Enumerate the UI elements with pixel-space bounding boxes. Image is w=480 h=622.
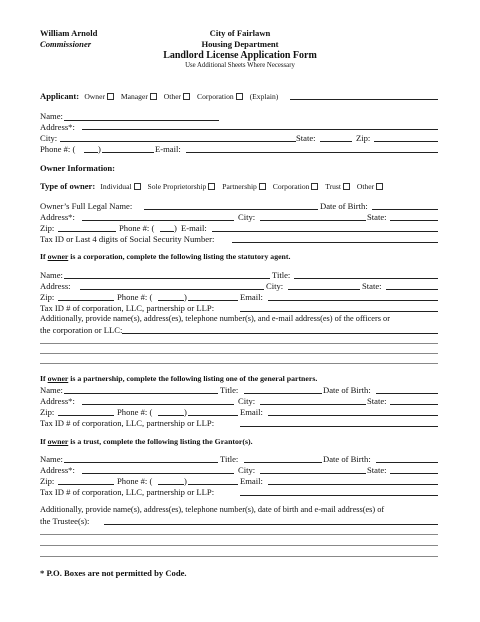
partner-email-label: Email: bbox=[240, 407, 263, 417]
trust-zip-label: Zip: bbox=[40, 476, 55, 486]
trust-email-field[interactable] bbox=[268, 484, 438, 485]
owner-phone-area-code-field[interactable] bbox=[160, 231, 174, 232]
corp-phone-label: Phone #: ( bbox=[117, 292, 153, 302]
applicant-options bbox=[84, 92, 278, 101]
trust-dob-label: Date of Birth: bbox=[323, 454, 371, 464]
owner-state-label: State: bbox=[367, 212, 387, 222]
address-field[interactable] bbox=[82, 129, 438, 130]
trust-phone-label: Phone #: ( bbox=[117, 476, 153, 486]
owner-address-field[interactable] bbox=[82, 220, 234, 221]
trust-phone-area-code-field[interactable] bbox=[158, 484, 184, 485]
name-field[interactable] bbox=[64, 120, 219, 121]
corporation-checkbox[interactable] bbox=[236, 93, 243, 100]
trust-state-field[interactable] bbox=[390, 473, 438, 474]
trust-title-field[interactable] bbox=[244, 462, 322, 463]
corp-additional-line2: the corporation or LLC: bbox=[40, 325, 123, 335]
partner-phone-paren-close: ) bbox=[184, 407, 187, 417]
owner-zip-label: Zip: bbox=[40, 223, 55, 233]
corp-tax-label: Tax ID # of corporation, LLC, partnership or LLP: bbox=[40, 303, 215, 313]
trust-email-label: Email: bbox=[240, 476, 263, 486]
explain-field[interactable] bbox=[290, 99, 438, 100]
trustee-line[interactable] bbox=[40, 556, 438, 557]
corp-officers-line[interactable] bbox=[40, 363, 438, 364]
trust-title-label: Title: bbox=[220, 454, 239, 464]
owner-phone-label: Phone #: ( bbox=[119, 223, 155, 233]
corp-email-label: Email: bbox=[240, 292, 263, 302]
corp-zip-label: Zip: bbox=[40, 292, 55, 302]
corp-tax-field[interactable] bbox=[240, 311, 438, 312]
trust-phone-number-field[interactable] bbox=[188, 484, 238, 485]
commissioner-role: Commissioner bbox=[40, 39, 92, 49]
state-field[interactable] bbox=[320, 141, 352, 142]
owner-type-row bbox=[40, 181, 388, 192]
partner-phone-label: Phone #: ( bbox=[117, 407, 153, 417]
address-label: Address*: bbox=[40, 122, 75, 132]
trust-phone-paren-close: ) bbox=[184, 476, 187, 486]
corp-city-field[interactable] bbox=[288, 289, 360, 290]
owner-type-other[interactable]: Other bbox=[357, 182, 385, 191]
trust-additional-line2: the Trustee(s): bbox=[40, 516, 90, 526]
corp-city-label: City: bbox=[266, 281, 284, 291]
corp-zip-field[interactable] bbox=[58, 300, 114, 301]
partner-tax-label: Tax ID # of corporation, LLC, partnership or LLP: bbox=[40, 418, 215, 428]
owner-type-individual[interactable]: Individual bbox=[100, 182, 142, 191]
owner-type-trust[interactable]: Trust bbox=[325, 182, 352, 191]
trust-city-label: City: bbox=[238, 465, 256, 475]
form-title: Landlord License Application Form bbox=[163, 50, 317, 61]
owner-information-heading: Owner Information: bbox=[40, 163, 116, 173]
trustee-line[interactable] bbox=[40, 545, 438, 546]
owner-type-corporation[interactable]: Corporation bbox=[273, 182, 321, 191]
owner-type-sole-proprietorship[interactable]: Sole Proprietorship bbox=[148, 182, 218, 191]
trust-dob-field[interactable] bbox=[376, 462, 438, 463]
other-type-checkbox[interactable] bbox=[376, 183, 383, 190]
trust-additional-line1: Additionally, provide name(s), address(es), telephone number(s), date of birth and e-mail address(es) of bbox=[40, 505, 385, 514]
partner-name-field[interactable] bbox=[64, 393, 218, 394]
corp-title-field[interactable] bbox=[294, 278, 438, 279]
trust-city-field[interactable] bbox=[260, 473, 366, 474]
partner-name-label: Name: bbox=[40, 385, 63, 395]
applicant-option-manager[interactable]: Manager bbox=[121, 92, 159, 101]
partner-dob-field[interactable] bbox=[376, 393, 438, 394]
name-label: Name: bbox=[40, 111, 63, 121]
trust-checkbox[interactable] bbox=[343, 183, 350, 190]
applicant-row bbox=[40, 91, 278, 102]
trust-name-label: Name: bbox=[40, 454, 63, 464]
department-name: Housing Department bbox=[201, 39, 279, 49]
trust-name-field[interactable] bbox=[64, 462, 218, 463]
corp-name-field[interactable] bbox=[64, 278, 270, 279]
owner-dob-field[interactable] bbox=[372, 209, 438, 210]
partnership-checkbox[interactable] bbox=[259, 183, 266, 190]
explain-label: (Explain) bbox=[249, 92, 279, 101]
corp-phone-paren-close: ) bbox=[184, 292, 187, 302]
partner-city-label: City: bbox=[238, 396, 256, 406]
applicant-option-owner[interactable]: Owner bbox=[84, 92, 116, 101]
corp-officers-field[interactable] bbox=[122, 333, 438, 334]
email-label: E-mail: bbox=[155, 144, 181, 154]
state-label: State: bbox=[296, 133, 316, 143]
email-field[interactable] bbox=[186, 152, 438, 153]
owner-tax-field[interactable] bbox=[232, 242, 438, 243]
corporation-checkbox[interactable] bbox=[311, 183, 318, 190]
owner-phone-paren-close: ) bbox=[174, 223, 177, 233]
partner-email-field[interactable] bbox=[268, 415, 438, 416]
partner-address-field[interactable] bbox=[82, 404, 234, 405]
partner-zip-label: Zip: bbox=[40, 407, 55, 417]
partner-title-field[interactable] bbox=[244, 393, 322, 394]
trustee-field[interactable] bbox=[104, 524, 438, 525]
po-box-note: * P.O. Boxes are not permitted by Code. bbox=[40, 568, 187, 578]
partner-state-field[interactable] bbox=[390, 404, 438, 405]
owner-city-label: City: bbox=[238, 212, 256, 222]
city-field[interactable] bbox=[60, 141, 296, 142]
corp-state-field[interactable] bbox=[386, 289, 438, 290]
form-note: Use Additional Sheets Where Necessary bbox=[185, 62, 295, 69]
zip-field[interactable] bbox=[374, 141, 438, 142]
trust-tax-label: Tax ID # of corporation, LLC, partnership or LLP: bbox=[40, 487, 215, 497]
owner-tax-label: Tax ID or Last 4 digits of Social Security Number: bbox=[40, 234, 215, 244]
trust-zip-field[interactable] bbox=[58, 484, 114, 485]
corp-email-field[interactable] bbox=[268, 300, 438, 301]
full-legal-name-field[interactable] bbox=[144, 209, 318, 210]
corp-address-field[interactable] bbox=[80, 289, 264, 290]
phone-number-field[interactable] bbox=[102, 152, 154, 153]
phone-paren-close: ) bbox=[98, 144, 101, 154]
owner-email-label: E-mail: bbox=[181, 223, 207, 233]
corp-name-label: Name: bbox=[40, 270, 63, 280]
owner-zip-field[interactable] bbox=[58, 231, 116, 232]
city-label: City: bbox=[40, 133, 58, 143]
corp-title-label: Title: bbox=[272, 270, 291, 280]
other-checkbox[interactable] bbox=[183, 93, 190, 100]
owner-email-field[interactable] bbox=[212, 231, 438, 232]
partnership-heading: If owner is a partnership, complete the following listing one of the general partners. bbox=[40, 374, 318, 383]
partner-zip-field[interactable] bbox=[58, 415, 114, 416]
owner-city-field[interactable] bbox=[260, 220, 366, 221]
partner-city-field[interactable] bbox=[260, 404, 366, 405]
partner-address-label: Address*: bbox=[40, 396, 75, 406]
phone-label: Phone #: ( bbox=[40, 144, 76, 154]
city-name: City of Fairlawn bbox=[209, 28, 271, 38]
trustee-line[interactable] bbox=[40, 534, 438, 535]
corporation-heading: If owner is a corporation, complete the following listing the statutory agent. bbox=[40, 252, 291, 261]
corp-address-label: Address: bbox=[40, 281, 71, 291]
trust-tax-field[interactable] bbox=[240, 495, 438, 496]
partner-phone-area-code-field[interactable] bbox=[158, 415, 184, 416]
zip-label: Zip: bbox=[356, 133, 371, 143]
full-legal-name-label: Owner’s Full Legal Name: bbox=[40, 201, 133, 211]
partner-phone-number-field[interactable] bbox=[188, 415, 238, 416]
owner-address-label: Address*: bbox=[40, 212, 75, 222]
owner-state-field[interactable] bbox=[390, 220, 438, 221]
phone-area-code-field[interactable] bbox=[84, 152, 98, 153]
owner-dob-label: Date of Birth: bbox=[320, 201, 368, 211]
sole-proprietorship-checkbox[interactable] bbox=[208, 183, 215, 190]
individual-checkbox[interactable] bbox=[134, 183, 141, 190]
partner-dob-label: Date of Birth: bbox=[323, 385, 371, 395]
corp-state-label: State: bbox=[362, 281, 382, 291]
manager-checkbox[interactable] bbox=[150, 93, 157, 100]
trust-state-label: State: bbox=[367, 465, 387, 475]
applicant-option-corporation[interactable]: Corporation bbox=[197, 92, 245, 101]
owner-type-label: Type of owner: bbox=[40, 181, 96, 191]
trust-address-label: Address*: bbox=[40, 465, 75, 475]
trust-address-field[interactable] bbox=[82, 473, 234, 474]
corp-officers-line[interactable] bbox=[40, 353, 438, 354]
owner-type-partnership[interactable]: Partnership bbox=[222, 182, 268, 191]
applicant-label: Applicant: bbox=[40, 91, 80, 101]
partner-state-label: State: bbox=[367, 396, 387, 406]
corp-phone-number-field[interactable] bbox=[188, 300, 238, 301]
corp-additional-line1: Additionally, provide name(s), address(es), telephone number(s), and e-mail address(es) of the officers or bbox=[40, 314, 390, 323]
corp-officers-line[interactable] bbox=[40, 343, 438, 344]
corp-phone-area-code-field[interactable] bbox=[158, 300, 184, 301]
owner-type-options bbox=[100, 182, 388, 191]
commissioner-name: William Arnold bbox=[40, 28, 98, 38]
partner-tax-field[interactable] bbox=[240, 426, 438, 427]
trust-heading: If owner is a trust, complete the following listing the Grantor(s). bbox=[40, 437, 253, 446]
applicant-option-other[interactable]: Other bbox=[164, 92, 192, 101]
owner-checkbox[interactable] bbox=[107, 93, 114, 100]
partner-title-label: Title: bbox=[220, 385, 239, 395]
